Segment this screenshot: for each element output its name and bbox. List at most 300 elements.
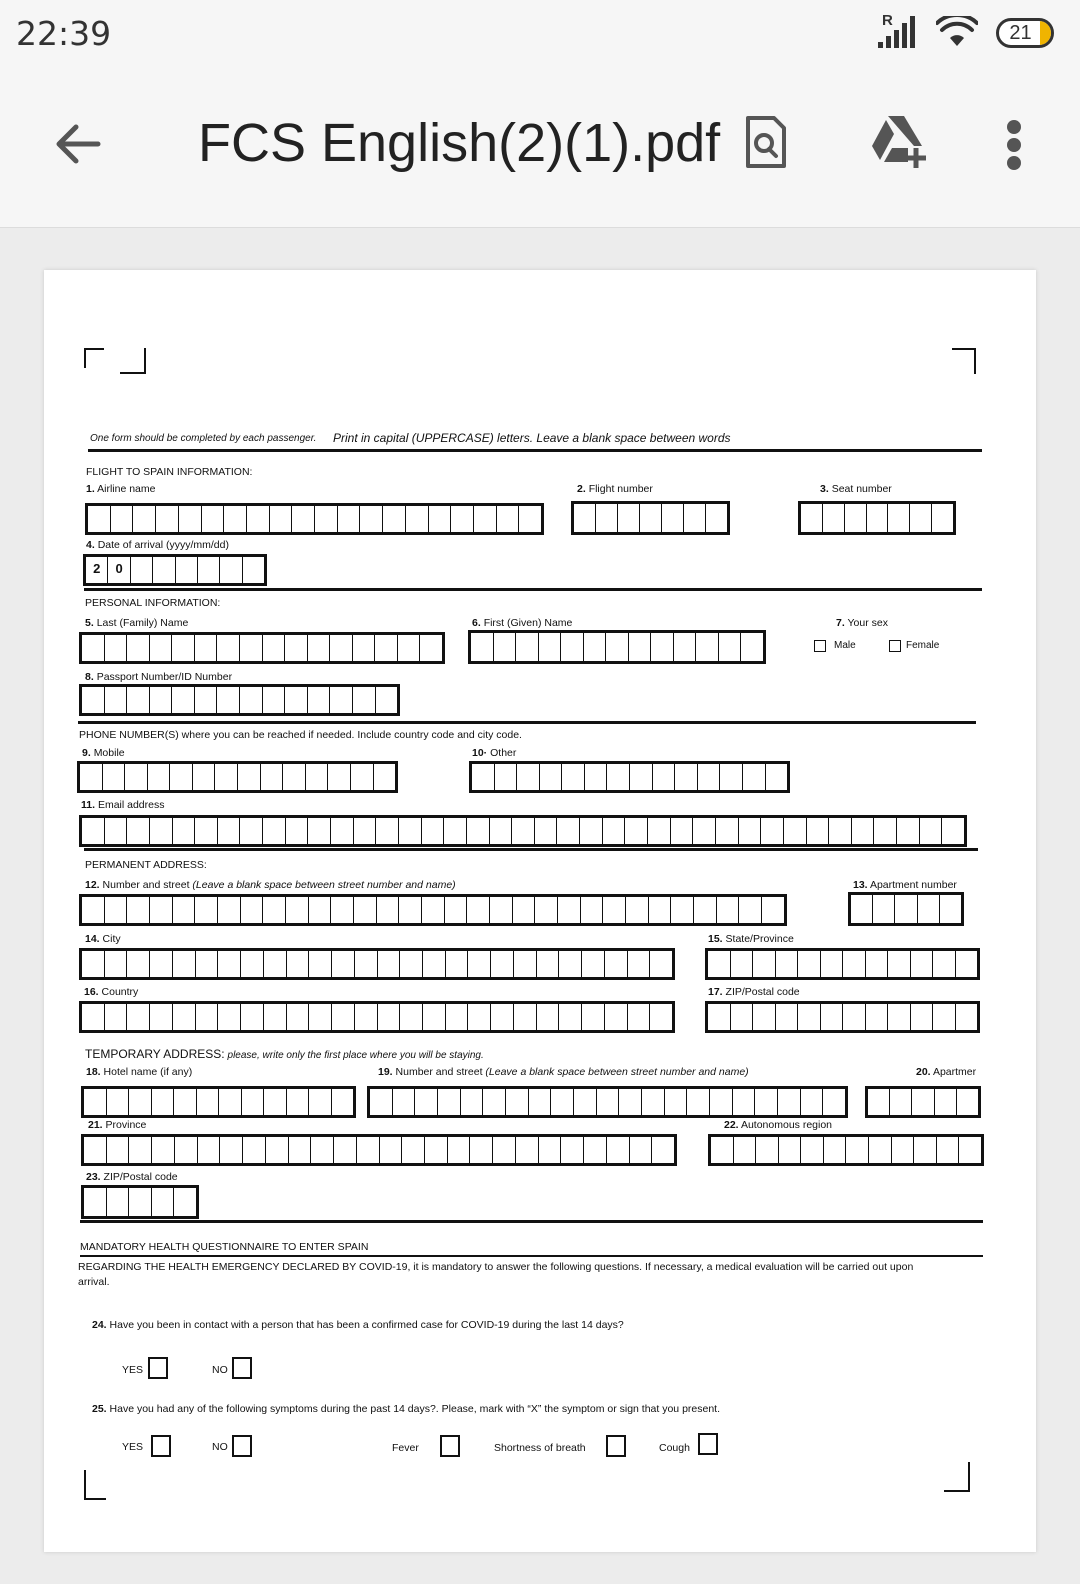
character-cell[interactable] xyxy=(287,1089,310,1115)
character-cell[interactable] xyxy=(446,951,469,977)
character-cell[interactable] xyxy=(241,951,264,977)
character-cell[interactable] xyxy=(665,1089,688,1115)
character-cell[interactable] xyxy=(148,764,171,790)
character-cell[interactable] xyxy=(807,818,830,844)
character-cell[interactable] xyxy=(940,895,961,923)
character-cell[interactable] xyxy=(423,1004,446,1030)
character-cell[interactable] xyxy=(84,1137,107,1163)
character-cell[interactable] xyxy=(852,818,875,844)
character-cell[interactable] xyxy=(156,506,179,532)
character-cell[interactable] xyxy=(84,1089,107,1115)
breath-checkbox[interactable] xyxy=(606,1435,626,1457)
character-cell[interactable] xyxy=(843,951,866,977)
character-cell[interactable] xyxy=(516,1137,539,1163)
character-cell[interactable] xyxy=(706,504,727,532)
character-cell[interactable] xyxy=(559,1004,582,1030)
character-cell[interactable] xyxy=(283,764,306,790)
character-cell[interactable] xyxy=(375,635,398,661)
character-cell[interactable] xyxy=(438,1089,461,1115)
character-cell[interactable] xyxy=(933,951,956,977)
character-cell[interactable] xyxy=(332,951,355,977)
country-field[interactable] xyxy=(79,1001,675,1033)
character-cell[interactable] xyxy=(687,1089,710,1115)
character-cell[interactable] xyxy=(309,1004,332,1030)
arrival-date-field[interactable] xyxy=(83,554,267,586)
character-cell[interactable] xyxy=(490,897,513,923)
q24-yes-checkbox[interactable] xyxy=(148,1357,168,1379)
character-cell[interactable] xyxy=(512,818,535,844)
character-cell[interactable] xyxy=(710,1089,733,1115)
character-cell[interactable] xyxy=(218,818,241,844)
character-cell[interactable] xyxy=(338,506,361,532)
character-cell[interactable] xyxy=(125,764,148,790)
character-cell[interactable] xyxy=(174,1188,196,1216)
character-cell[interactable] xyxy=(649,897,672,923)
character-cell[interactable] xyxy=(743,764,766,790)
character-cell[interactable] xyxy=(603,818,626,844)
character-cell[interactable] xyxy=(888,1004,911,1030)
character-cell[interactable] xyxy=(105,818,128,844)
character-cell[interactable] xyxy=(471,633,494,661)
character-cell[interactable] xyxy=(107,1188,130,1216)
back-arrow-icon[interactable] xyxy=(52,118,104,170)
character-cell[interactable] xyxy=(888,504,910,532)
mobile-field[interactable] xyxy=(77,761,398,793)
character-cell[interactable] xyxy=(105,897,128,923)
street-field[interactable] xyxy=(79,894,787,926)
character-cell[interactable] xyxy=(603,897,626,923)
checkbox-male[interactable] xyxy=(814,640,826,652)
character-cell[interactable] xyxy=(82,635,105,661)
character-cell[interactable] xyxy=(247,506,270,532)
character-cell[interactable] xyxy=(719,633,742,661)
character-cell[interactable] xyxy=(173,1004,196,1030)
character-cell[interactable] xyxy=(240,635,263,661)
q25-yes-checkbox[interactable] xyxy=(151,1435,171,1457)
character-cell[interactable] xyxy=(218,1004,241,1030)
character-cell[interactable] xyxy=(308,687,331,713)
document-search-icon[interactable] xyxy=(744,114,788,170)
apartment-field[interactable] xyxy=(848,892,964,926)
character-cell[interactable] xyxy=(80,764,103,790)
character-cell[interactable] xyxy=(582,951,605,977)
character-cell[interactable] xyxy=(821,951,844,977)
character-cell[interactable] xyxy=(537,1004,560,1030)
character-cell[interactable] xyxy=(756,1137,779,1163)
character-cell[interactable] xyxy=(270,506,293,532)
character-cell[interactable] xyxy=(354,897,377,923)
character-cell[interactable] xyxy=(82,687,105,713)
character-cell[interactable] xyxy=(400,951,423,977)
character-cell[interactable] xyxy=(606,633,629,661)
character-cell[interactable] xyxy=(762,897,784,923)
character-cell[interactable] xyxy=(285,635,308,661)
character-cell[interactable] xyxy=(378,951,401,977)
character-cell[interactable] xyxy=(309,951,332,977)
cough-checkbox[interactable] xyxy=(698,1433,718,1455)
character-cell[interactable] xyxy=(650,1004,672,1030)
character-cell[interactable] xyxy=(446,1004,469,1030)
character-cell[interactable] xyxy=(798,1004,821,1030)
character-cell[interactable] xyxy=(429,506,452,532)
character-cell[interactable] xyxy=(866,1004,889,1030)
character-cell[interactable] xyxy=(868,1089,890,1115)
character-cell[interactable] xyxy=(920,818,943,844)
character-cell[interactable] xyxy=(651,633,674,661)
character-cell[interactable] xyxy=(264,951,287,977)
character-cell[interactable] xyxy=(734,1137,757,1163)
character-cell[interactable] xyxy=(308,818,331,844)
character-cell[interactable] xyxy=(197,1089,220,1115)
character-cell[interactable] xyxy=(105,951,128,977)
hotel-field[interactable] xyxy=(81,1086,356,1118)
checkbox-female[interactable] xyxy=(889,640,901,652)
character-cell[interactable] xyxy=(261,764,284,790)
character-cell[interactable] xyxy=(798,951,821,977)
character-cell[interactable] xyxy=(415,1089,438,1115)
character-cell[interactable] xyxy=(491,951,514,977)
character-cell[interactable] xyxy=(173,818,196,844)
character-cell[interactable] xyxy=(561,633,584,661)
character-cell[interactable] xyxy=(287,1004,310,1030)
character-cell[interactable] xyxy=(150,687,173,713)
character-cell[interactable] xyxy=(472,764,495,790)
character-cell[interactable] xyxy=(378,1004,401,1030)
character-cell[interactable] xyxy=(422,897,445,923)
character-cell[interactable] xyxy=(867,504,889,532)
character-cell[interactable] xyxy=(193,764,216,790)
more-vert-icon[interactable] xyxy=(1006,120,1024,170)
character-cell[interactable] xyxy=(152,1137,175,1163)
character-cell[interactable] xyxy=(607,764,630,790)
character-cell[interactable] xyxy=(105,687,128,713)
character-cell[interactable] xyxy=(406,506,429,532)
character-cell[interactable] xyxy=(152,1188,175,1216)
character-cell[interactable] xyxy=(720,764,743,790)
character-cell[interactable] xyxy=(330,687,353,713)
character-cell[interactable] xyxy=(557,818,580,844)
character-cell[interactable] xyxy=(942,818,964,844)
character-cell[interactable] xyxy=(286,897,309,923)
email-field[interactable] xyxy=(79,815,967,847)
character-cell[interactable] xyxy=(869,1137,892,1163)
character-cell[interactable] xyxy=(897,818,920,844)
character-cell[interactable] xyxy=(640,504,662,532)
character-cell[interactable] xyxy=(217,687,240,713)
character-cell[interactable] xyxy=(874,818,897,844)
character-cell[interactable] xyxy=(585,764,608,790)
character-cell[interactable] xyxy=(574,504,596,532)
character-cell[interactable] xyxy=(127,1004,150,1030)
character-cell[interactable] xyxy=(956,951,978,977)
q25-no-checkbox[interactable] xyxy=(232,1435,252,1457)
character-cell[interactable] xyxy=(105,635,128,661)
character-cell[interactable] xyxy=(846,1137,869,1163)
drive-add-icon[interactable] xyxy=(870,114,928,170)
character-cell[interactable] xyxy=(739,818,762,844)
character-cell[interactable] xyxy=(911,951,934,977)
character-cell[interactable] xyxy=(605,951,628,977)
character-cell[interactable] xyxy=(399,897,422,923)
character-cell[interactable] xyxy=(539,633,562,661)
character-cell[interactable] xyxy=(628,951,651,977)
character-cell[interactable] xyxy=(241,897,264,923)
character-cell[interactable] xyxy=(264,1089,287,1115)
character-cell[interactable] xyxy=(195,818,218,844)
character-cell[interactable] xyxy=(653,764,676,790)
character-cell[interactable] xyxy=(753,1004,776,1030)
character-cell[interactable] xyxy=(287,951,310,977)
character-cell[interactable] xyxy=(540,764,563,790)
character-cell[interactable] xyxy=(468,951,491,977)
character-cell[interactable] xyxy=(584,633,607,661)
character-cell[interactable] xyxy=(708,1004,731,1030)
character-cell[interactable] xyxy=(801,1089,824,1115)
character-cell[interactable] xyxy=(127,818,150,844)
character-cell[interactable] xyxy=(625,818,648,844)
character-cell[interactable] xyxy=(173,897,196,923)
character-cell[interactable] xyxy=(581,897,604,923)
q24-no-checkbox[interactable] xyxy=(232,1357,252,1379)
character-cell[interactable] xyxy=(895,895,917,923)
character-cell[interactable] xyxy=(956,1004,978,1030)
character-cell[interactable] xyxy=(932,504,953,532)
character-cell[interactable] xyxy=(172,687,195,713)
character-cell[interactable] xyxy=(467,897,490,923)
character-cell[interactable] xyxy=(582,1004,605,1030)
temp-zip-field[interactable] xyxy=(81,1185,199,1219)
character-cell[interactable] xyxy=(912,1089,934,1115)
character-cell[interactable] xyxy=(173,951,196,977)
character-cell[interactable] xyxy=(741,633,763,661)
zip-field[interactable] xyxy=(705,1001,980,1033)
character-cell[interactable] xyxy=(671,818,694,844)
character-cell[interactable] xyxy=(82,897,105,923)
character-cell[interactable] xyxy=(377,897,400,923)
character-cell[interactable] xyxy=(648,818,671,844)
character-cell[interactable] xyxy=(127,951,150,977)
character-cell[interactable] xyxy=(425,1137,448,1163)
character-cell[interactable] xyxy=(263,897,286,923)
character-cell[interactable] xyxy=(306,764,329,790)
character-cell[interactable] xyxy=(829,818,852,844)
character-cell[interactable] xyxy=(470,1137,493,1163)
character-cell[interactable] xyxy=(332,1004,355,1030)
airline-name-field[interactable] xyxy=(85,503,544,535)
character-cell[interactable] xyxy=(716,818,739,844)
character-cell[interactable] xyxy=(374,764,396,790)
character-cell[interactable] xyxy=(328,764,351,790)
character-cell[interactable] xyxy=(959,1137,981,1163)
character-cell[interactable] xyxy=(150,951,173,977)
character-cell[interactable] xyxy=(584,1137,607,1163)
character-cell[interactable] xyxy=(150,635,173,661)
character-cell[interactable] xyxy=(243,1137,266,1163)
character-cell[interactable] xyxy=(351,764,374,790)
character-cell[interactable] xyxy=(824,1137,847,1163)
character-cell[interactable] xyxy=(263,818,286,844)
character-cell[interactable] xyxy=(761,818,784,844)
character-cell[interactable] xyxy=(776,951,799,977)
character-cell[interactable] xyxy=(766,764,788,790)
character-cell[interactable] xyxy=(892,1137,915,1163)
character-cell[interactable] xyxy=(696,633,719,661)
character-cell[interactable] xyxy=(198,1137,221,1163)
character-cell[interactable] xyxy=(629,633,652,661)
character-cell[interactable] xyxy=(778,1089,801,1115)
character-cell[interactable] xyxy=(607,1137,630,1163)
character-cell[interactable] xyxy=(619,1089,642,1115)
character-cell[interactable] xyxy=(662,504,684,532)
character-cell[interactable] xyxy=(918,895,940,923)
character-cell[interactable] xyxy=(360,506,383,532)
character-cell[interactable] xyxy=(914,1137,937,1163)
character-cell[interactable] xyxy=(506,1089,529,1115)
character-cell[interactable] xyxy=(311,1137,334,1163)
character-cell[interactable] xyxy=(357,1137,380,1163)
character-cell[interactable] xyxy=(370,1089,393,1115)
character-cell[interactable] xyxy=(698,764,721,790)
character-cell[interactable] xyxy=(539,1137,562,1163)
character-cell[interactable] xyxy=(935,1089,957,1115)
character-cell[interactable] xyxy=(376,818,399,844)
other-phone-field[interactable] xyxy=(469,761,790,793)
character-cell[interactable] xyxy=(334,1137,357,1163)
character-cell[interactable] xyxy=(133,506,156,532)
character-cell[interactable] xyxy=(529,1089,552,1115)
character-cell[interactable] xyxy=(241,1004,264,1030)
character-cell[interactable] xyxy=(105,1004,128,1030)
character-cell[interactable] xyxy=(516,633,539,661)
character-cell[interactable] xyxy=(402,1137,425,1163)
character-cell[interactable] xyxy=(911,1004,934,1030)
character-cell[interactable] xyxy=(150,1004,173,1030)
character-cell[interactable] xyxy=(733,1089,756,1115)
character-cell[interactable] xyxy=(315,506,338,532)
character-cell[interactable] xyxy=(398,635,421,661)
character-cell[interactable] xyxy=(823,504,845,532)
character-cell[interactable] xyxy=(400,1004,423,1030)
character-cell[interactable] xyxy=(332,1089,354,1115)
character-cell[interactable] xyxy=(289,1137,312,1163)
character-cell[interactable] xyxy=(561,1137,584,1163)
character-cell[interactable] xyxy=(355,1004,378,1030)
character-cell[interactable] xyxy=(823,1089,845,1115)
character-cell[interactable] xyxy=(111,506,134,532)
character-cell[interactable] xyxy=(174,1089,197,1115)
fever-checkbox[interactable] xyxy=(440,1435,460,1457)
character-cell[interactable] xyxy=(355,951,378,977)
character-cell[interactable] xyxy=(493,1137,516,1163)
character-cell[interactable] xyxy=(596,504,618,532)
temp-apartment-field[interactable] xyxy=(865,1086,981,1118)
character-cell[interactable] xyxy=(202,506,225,532)
character-cell[interactable] xyxy=(451,506,474,532)
city-field[interactable] xyxy=(79,948,675,980)
character-cell[interactable] xyxy=(399,818,422,844)
seat-number-field[interactable] xyxy=(798,501,956,535)
character-cell[interactable] xyxy=(175,1137,198,1163)
character-cell[interactable] xyxy=(238,764,261,790)
character-cell[interactable] xyxy=(127,897,150,923)
character-cell[interactable] xyxy=(309,897,332,923)
character-cell[interactable] xyxy=(219,1089,242,1115)
character-cell[interactable] xyxy=(535,897,558,923)
character-cell[interactable] xyxy=(445,897,468,923)
character-cell[interactable] xyxy=(694,897,717,923)
character-cell[interactable] xyxy=(82,951,105,977)
character-cell[interactable] xyxy=(195,635,218,661)
character-cell[interactable] xyxy=(535,818,558,844)
first-name-field[interactable] xyxy=(468,630,766,664)
character-cell[interactable] xyxy=(574,1089,597,1115)
character-cell[interactable] xyxy=(537,951,560,977)
character-cell[interactable] xyxy=(514,1004,537,1030)
character-cell[interactable] xyxy=(843,1004,866,1030)
autonomous-region-field[interactable] xyxy=(708,1134,984,1166)
character-cell[interactable] xyxy=(650,951,672,977)
character-cell[interactable] xyxy=(562,764,585,790)
character-cell[interactable] xyxy=(910,504,932,532)
character-cell[interactable] xyxy=(84,1188,107,1216)
character-cell[interactable] xyxy=(517,764,540,790)
character-cell[interactable] xyxy=(218,951,241,977)
character-cell[interactable] xyxy=(103,764,126,790)
character-cell[interactable] xyxy=(957,1089,978,1115)
character-cell[interactable] xyxy=(674,633,697,661)
character-cell[interactable] xyxy=(494,633,517,661)
character-cell[interactable] xyxy=(821,1004,844,1030)
character-cell[interactable] xyxy=(708,951,731,977)
character-cell[interactable] xyxy=(671,897,694,923)
character-cell[interactable] xyxy=(195,687,218,713)
character-cell[interactable] xyxy=(626,897,649,923)
character-cell[interactable] xyxy=(150,897,173,923)
character-cell[interactable] xyxy=(150,818,173,844)
character-cell[interactable] xyxy=(652,1137,674,1163)
character-cell[interactable] xyxy=(642,1089,665,1115)
character-cell[interactable] xyxy=(393,1089,416,1115)
character-cell[interactable] xyxy=(127,635,150,661)
character-cell[interactable] xyxy=(420,635,442,661)
character-cell[interactable] xyxy=(129,1137,152,1163)
character-cell[interactable] xyxy=(711,1137,734,1163)
character-cell[interactable] xyxy=(888,951,911,977)
character-cell[interactable] xyxy=(483,1089,506,1115)
character-cell[interactable] xyxy=(331,897,354,923)
character-cell[interactable] xyxy=(890,1089,912,1115)
character-cell[interactable] xyxy=(263,687,286,713)
character-cell[interactable] xyxy=(195,897,218,923)
character-cell[interactable] xyxy=(731,951,754,977)
character-cell[interactable] xyxy=(467,818,490,844)
character-cell[interactable] xyxy=(461,1089,484,1115)
character-cell[interactable] xyxy=(605,1004,628,1030)
state-field[interactable] xyxy=(705,948,980,980)
temp-street-field[interactable] xyxy=(367,1086,848,1118)
character-cell[interactable] xyxy=(628,1004,651,1030)
character-cell[interactable] xyxy=(753,951,776,977)
character-cell[interactable] xyxy=(851,895,873,923)
character-cell[interactable] xyxy=(845,504,867,532)
character-cell[interactable] xyxy=(353,687,376,713)
character-cell[interactable] xyxy=(514,951,537,977)
character-cell[interactable] xyxy=(286,818,309,844)
character-cell[interactable] xyxy=(779,1137,802,1163)
character-cell[interactable] xyxy=(127,687,150,713)
passport-field[interactable] xyxy=(79,684,400,716)
character-cell[interactable] xyxy=(491,1004,514,1030)
